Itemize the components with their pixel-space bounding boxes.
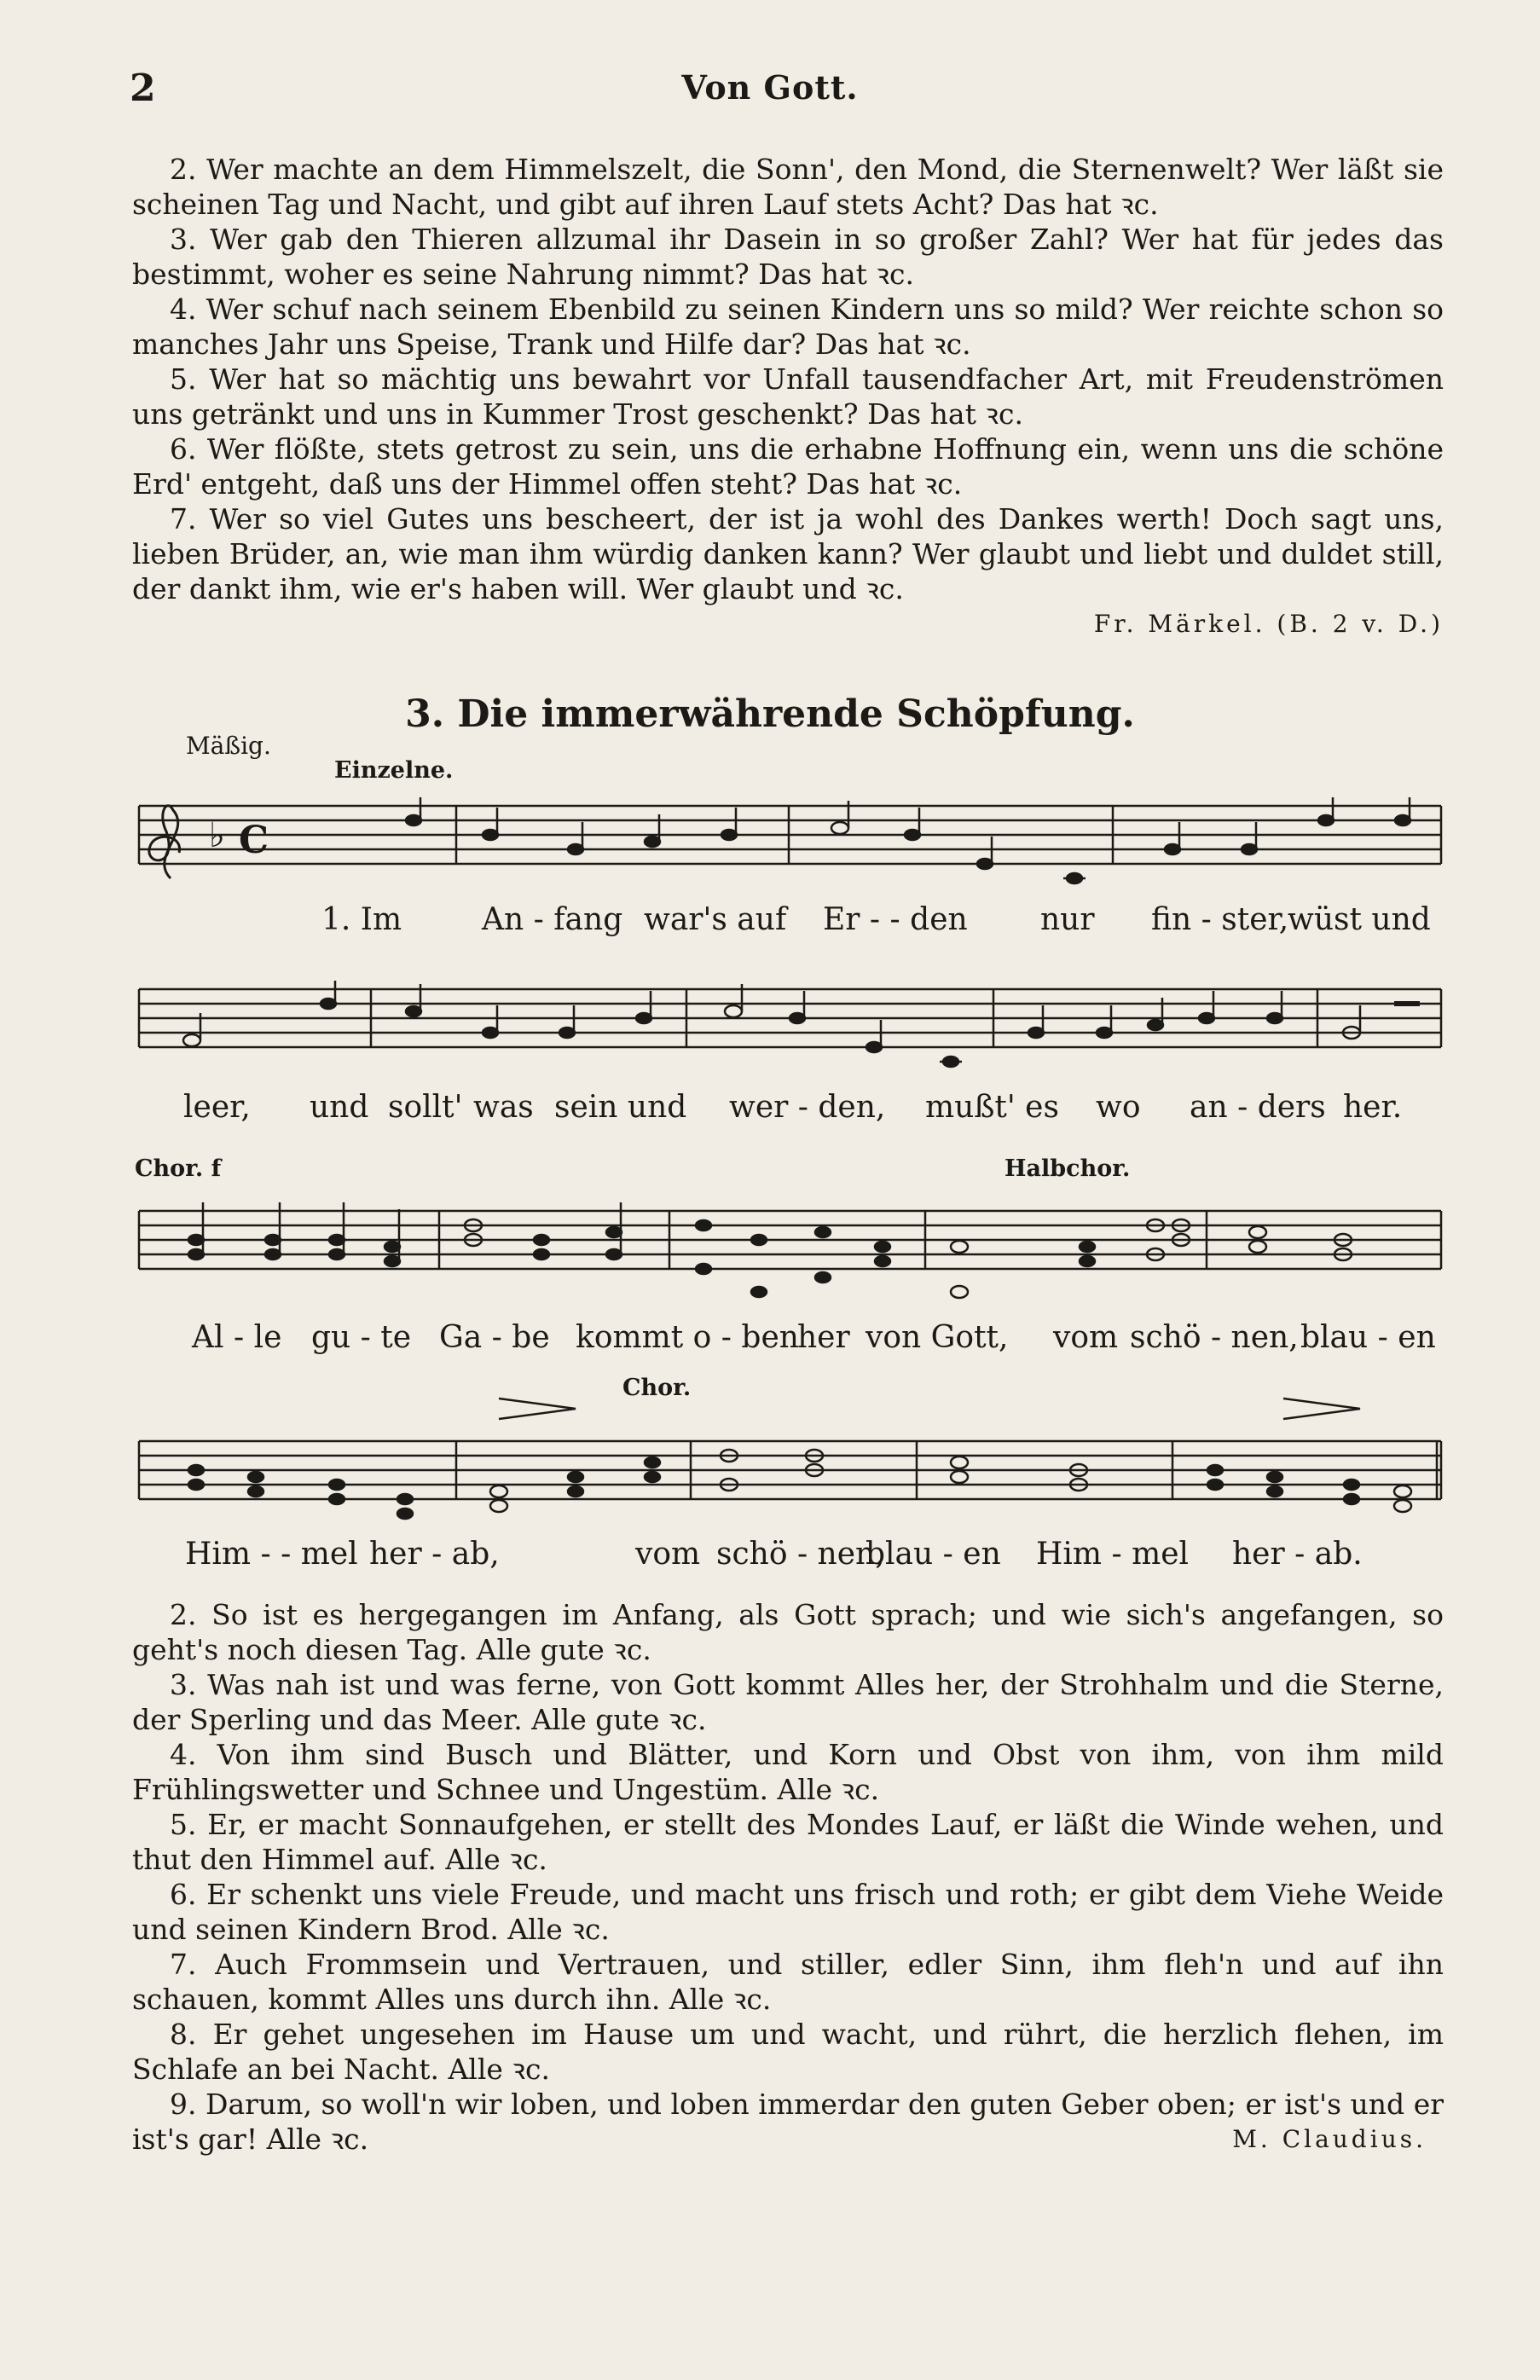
verse: 4. Von ihm sind Busch und Blätter, und Korn und Obst von ihm, von ihm mild Frühlingswetter und Schnee und Ungestüm. Alle ꝛc.: [132, 1738, 1444, 1806]
verse: [132, 2087, 1444, 2157]
mark-halbchor: Halbchor.: [1004, 1155, 1131, 1182]
lyric-syllable: von Gott,: [866, 1320, 1009, 1355]
song2-author: Fr. Märkel. (B. 2 v. D.): [1093, 610, 1444, 638]
music-staff-1: [132, 797, 1445, 891]
lyric-syllable: gu - te: [311, 1320, 412, 1355]
verse: 7. Wer so viel Gutes uns bescheert, der ist ja wohl des Dankes werth! Doch sagt uns, lieben Brüder, an, wie man ihm würdig danken kann? Wer glaubt und liebt und duldet still, der dankt ihm, wie er's haben will. Wer glaubt und ꝛc.: [132, 502, 1444, 605]
verse: 6. Wer flößte, stets getrost zu sein, uns die erhabne Hoffnung ein, wenn uns die schöne Erd' entgeht, daß uns der Himmel offen steht? Das hat ꝛc.: [132, 432, 1444, 501]
lyric-syllable: 1. Im: [321, 902, 402, 937]
verse: 2. So ist es hergegangen im Anfang, als Gott sprach; und wie sich's angefangen, so geht's noch diesen Tag. Alle gute ꝛc.: [132, 1598, 1444, 1666]
lyric-syllable: an - ders: [1190, 1090, 1326, 1125]
lyric-syllable: blau - en: [1300, 1320, 1436, 1355]
song2-verses: [132, 152, 1444, 641]
song3-author: M. Claudius.: [1232, 2125, 1427, 2153]
running-title: Von Gott.: [681, 68, 859, 107]
song3-title: 3. Die immerwährende Schöpfung.: [405, 692, 1135, 736]
lyric-syllable: leer,: [183, 1090, 251, 1125]
lyric-syllable: fin - ster,: [1151, 902, 1289, 937]
verse: 7. Auch Frommsein und Vertrauen, und stiller, edler Sinn, ihm fleh'n und auf ihn schauen, kommt Alles uns durch ihn. Alle ꝛc.: [132, 1948, 1444, 2016]
lyric-syllable: Him - - mel: [185, 1537, 358, 1572]
lyric-syllable: war's auf: [644, 902, 787, 937]
lyric-syllable: her: [797, 1320, 850, 1355]
music-staff-4: [132, 1381, 1445, 1526]
music-staff-2: [132, 981, 1445, 1074]
lyric-syllable: mußt' es: [925, 1090, 1059, 1125]
verse: 8. Er gehet ungesehen im Hause um und wacht, und rührt, die herzlich flehen, im Schlafe an bei Nacht. Alle ꝛc.: [132, 2018, 1444, 2086]
lyric-syllable: schö - nen,: [716, 1537, 885, 1572]
lyric-syllable: vom: [1053, 1320, 1119, 1355]
lyric-syllable: sein und: [554, 1090, 687, 1125]
mark-chor-forte: Chor. f: [135, 1155, 222, 1182]
tempo-marking: Mäßig.: [186, 732, 271, 760]
lyric-syllable: vom: [635, 1537, 701, 1572]
page-number: 2: [130, 67, 156, 110]
music-staff-3: [132, 1194, 1445, 1313]
svg-text:C: C: [239, 819, 269, 862]
verse: 5. Wer hat so mächtig uns bewahrt vor Unfall tausendfacher Art, mit Freudenströmen uns getränkt und uns in Kummer Trost geschenkt? Das hat ꝛc.: [132, 362, 1444, 431]
lyric-syllable: kommt o - ben: [576, 1320, 799, 1355]
verse: 2. Wer machte an dem Himmelszelt, die Sonn', den Mond, die Sternenwelt? Wer läßt sie scheinen Tag und Nacht, und gibt auf ihren Lauf stets Acht? Das hat ꝛc.: [132, 153, 1444, 221]
lyric-syllable: was: [473, 1090, 534, 1125]
verse: 3. Was nah ist und was ferne, von Gott kommt Alles her, der Strohhalm und die Sterne, der Sperling und das Meer. Alle gute ꝛc.: [132, 1668, 1444, 1736]
song3-verses: [132, 1597, 1444, 2157]
lyric-syllable: Him - mel: [1036, 1537, 1190, 1572]
lyric-syllable: her.: [1343, 1090, 1403, 1125]
lyric-syllable: Er - - den: [823, 902, 968, 937]
lyric-syllable: Ga - be: [439, 1320, 550, 1355]
lyric-syllable: wo: [1096, 1090, 1141, 1125]
lyric-syllable: her - ab.: [1232, 1537, 1363, 1572]
verse: 6. Er schenkt uns viele Freude, und macht uns frisch und roth; er gibt dem Viehe Weide und seinen Kindern Brod. Alle ꝛc.: [132, 1878, 1444, 1946]
mark-einzelne: Einzelne.: [334, 757, 454, 784]
lyric-syllable: An - fang: [482, 902, 623, 937]
lyric-syllable: nur: [1040, 902, 1095, 937]
lyric-syllable: Al - le: [192, 1320, 282, 1355]
lyric-syllable: blau - en: [866, 1537, 1001, 1572]
lyric-syllable: und: [310, 1090, 369, 1125]
verse: 3. Wer gab den Thieren allzumal ihr Dasein in so großer Zahl? Wer hat für jedes das bestimmt, woher es seine Nahrung nimmt? Das hat ꝛc.: [132, 223, 1444, 291]
mark-chor: Chor.: [622, 1375, 692, 1401]
lyric-syllable: schö - nen,: [1130, 1320, 1299, 1355]
lyric-syllable: her - ab,: [369, 1537, 500, 1572]
verse: 4. Wer schuf nach seinem Ebenbild zu seinen Kindern uns so mild? Wer reichte schon so manches Jahr uns Speise, Trank und Hilfe dar? Das hat ꝛc.: [132, 292, 1444, 361]
lyric-syllable: wer - den,: [729, 1090, 886, 1125]
verse: 5. Er, er macht Sonnaufgehen, er stellt des Mondes Lauf, er läßt die Winde wehen, und thut den Himmel auf. Alle ꝛc.: [132, 1808, 1444, 1876]
verse-text: 9. Darum, so woll'n wir loben, und loben immerdar den guten Geber oben; er ist's und er ist's gar! Alle ꝛc.: [132, 2088, 1444, 2156]
lyric-syllable: wüst und: [1288, 902, 1431, 937]
lyric-syllable: sollt': [388, 1090, 463, 1125]
svg-text:♭: ♭: [209, 816, 225, 855]
